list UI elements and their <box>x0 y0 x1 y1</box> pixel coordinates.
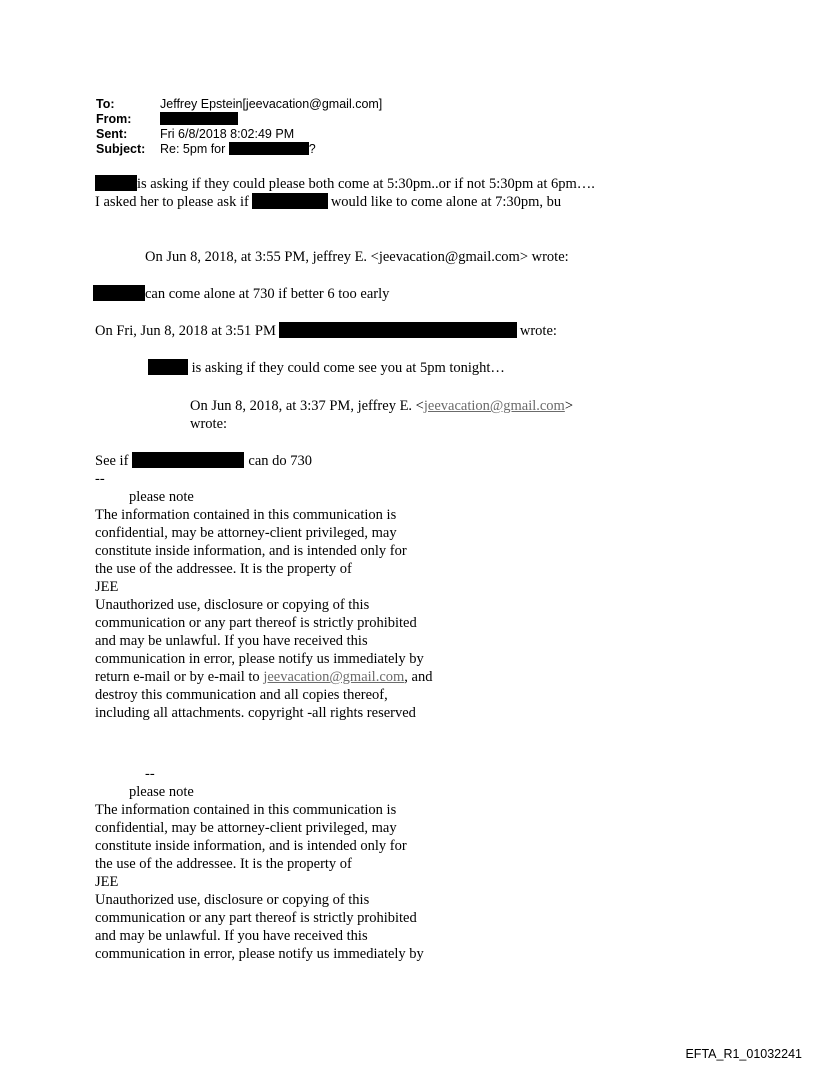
redaction-box <box>160 112 238 125</box>
redaction-box <box>95 175 137 191</box>
sent-value: Fri 6/8/2018 8:02:49 PM <box>160 127 295 141</box>
separator: -- <box>95 471 105 487</box>
subject-row <box>96 142 382 157</box>
sent-row <box>96 127 382 142</box>
please-note: please note <box>129 784 194 800</box>
redaction-box <box>132 452 244 468</box>
redaction-box <box>148 359 188 375</box>
email-link[interactable]: jeevacation@gmail.com <box>263 669 405 685</box>
redaction-box <box>252 193 328 209</box>
document-id: EFTA_R1_01032241 <box>685 1047 802 1061</box>
to-label: To: <box>96 97 115 111</box>
email-header <box>96 97 382 157</box>
disclaimer-1: -- please note The information contained in this communication is confidential, may be attorney-client privileged, may constitute inside information, and is intended only for the use of the addressee. It is the property of JEE Unauthorized use, disclosure or copying of this communication or any part thereof is strictly prohibited and may be unlawful. If you have received this communication in error, please notify us immediately by return e-mail or by e-mail to jeevacation@gmail.com, and destroy this communication and all copies thereof, including all attachments. copyright -all rights reserved <box>95 471 433 721</box>
subject-label: Subject: <box>96 142 146 156</box>
quote-1-header: On Jun 8, 2018, at 3:55 PM, jeffrey E. <jeevacation@gmail.com> wrote: <box>145 249 569 265</box>
from-label: From: <box>96 112 132 126</box>
disclaimer-2: -- please note The information contained in this communication is confidential, may be attorney-client privileged, may constitute inside information, and is intended only for the use of the addressee. It is the property of JEE Unauthorized use, disclosure or copying of this communication or any part thereof is strictly prohibited and may be unlawful. If you have received this communication in error, please notify us immediately by <box>95 766 424 962</box>
quote-1-text: can come alone at 730 if better 6 too early <box>93 285 389 303</box>
quote-3-header: On Jun 8, 2018, at 3:37 PM, jeffrey E. <jeevacation@gmail.com> wrote: <box>190 398 574 432</box>
redaction-box <box>93 285 145 301</box>
quote-2-text: is asking if they could come see you at 5pm tonight… <box>148 359 505 377</box>
quote-2-header: On Fri, Jun 8, 2018 at 3:51 PM wrote: <box>95 323 557 339</box>
body-line-1: is asking if they could please both come at 5:30pm..or if not 5:30pm at 6pm…. <box>95 175 595 193</box>
redaction-box <box>279 322 517 338</box>
to-row <box>96 97 382 112</box>
separator: -- <box>145 766 155 782</box>
body-line-2: I asked her to please ask if would like to come alone at 7:30pm, bu <box>95 194 562 210</box>
to-value: Jeffrey Epstein[jeevacation@gmail.com] <box>160 97 383 111</box>
quote-4-text: See if can do 730 <box>95 453 313 469</box>
subject-suffix: ? <box>308 142 316 156</box>
sent-label: Sent: <box>96 127 128 141</box>
please-note: please note <box>129 489 194 505</box>
redaction-box <box>229 142 309 155</box>
from-row <box>96 112 382 127</box>
email-link[interactable]: jeevacation@gmail.com <box>423 398 565 414</box>
subject-prefix: Re: 5pm for <box>160 142 226 156</box>
